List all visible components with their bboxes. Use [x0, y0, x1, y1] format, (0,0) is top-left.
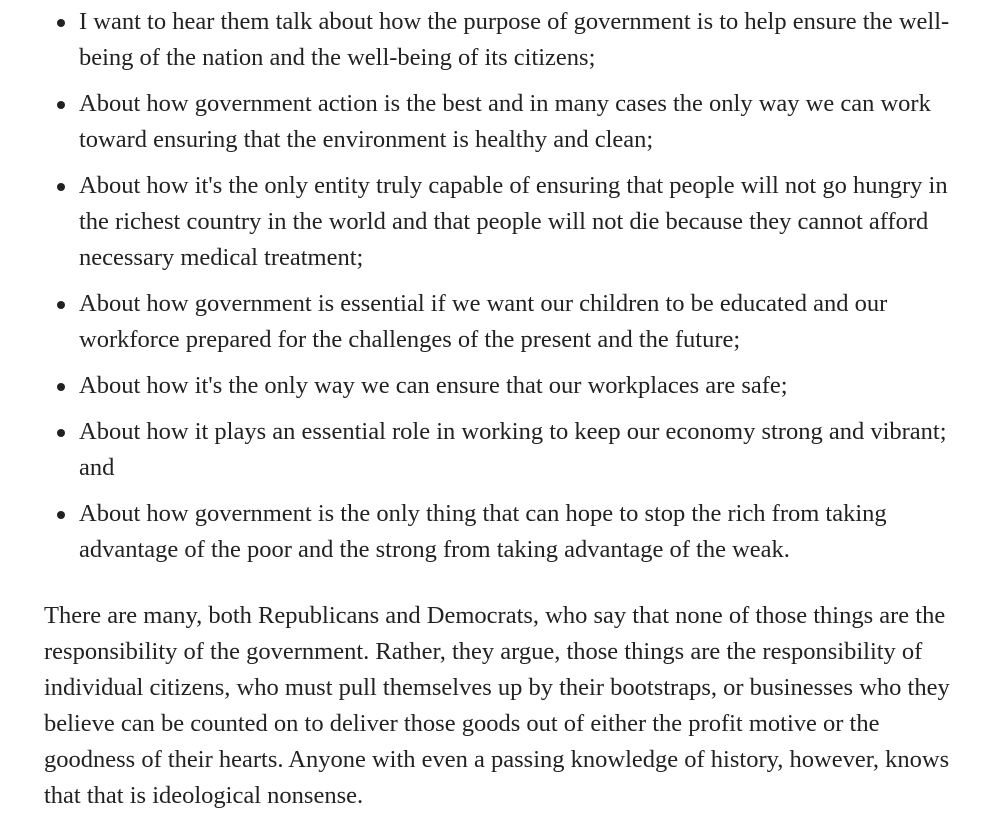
list-item [44, 368, 954, 404]
bullet-icon [57, 183, 65, 191]
list-item-text: About how it's the only entity truly capable of ensuring that people will not go hungry in the richest country in the world and that people will not die because they cannot afford necessary medical treatment; [79, 172, 948, 271]
bullet-list [44, 4, 954, 568]
list-item [44, 4, 954, 76]
list-item-text: About how government action is the best and in many cases the only way we can work toward ensuring that the environment is healthy and clean; [79, 90, 931, 153]
list-item [44, 168, 954, 276]
list-item [44, 496, 954, 568]
list-item-text: About how it's the only way we can ensure that our workplaces are safe; [79, 372, 788, 399]
bullet-icon [57, 19, 65, 27]
list-item-text: About how it plays an essential role in working to keep our economy strong and vibrant; and [79, 418, 947, 481]
body-paragraph: There are many, both Republicans and Democrats, who say that none of those things are the responsibility of the government. Rather, they argue, those things are the responsibility of individual citizens, who must pull themselves up by their bootstraps, or businesses who they believe can be counted on to deliver those goods out of either the profit motive or the goodness of their hearts. Anyone with even a passing knowledge of history, however, knows that that is ideological nonsense. [44, 602, 950, 809]
bullet-icon [57, 101, 65, 109]
bullet-icon [57, 301, 65, 309]
list-item-text: About how government is the only thing that can hope to stop the rich from taking advantage of the poor and the strong from taking advantage of the weak. [79, 500, 887, 563]
bullet-icon [57, 429, 65, 437]
bullet-icon [57, 511, 65, 519]
list-item [44, 286, 954, 358]
list-item [44, 414, 954, 486]
list-item [44, 86, 954, 158]
article-body [44, 4, 954, 814]
bullet-icon [57, 383, 65, 391]
list-item-text: I want to hear them talk about how the purpose of government is to help ensure the well-being of the nation and the well-being of its citizens; [79, 8, 950, 71]
list-item-text: About how government is essential if we want our children to be educated and our workforce prepared for the challenges of the present and the future; [79, 290, 888, 353]
